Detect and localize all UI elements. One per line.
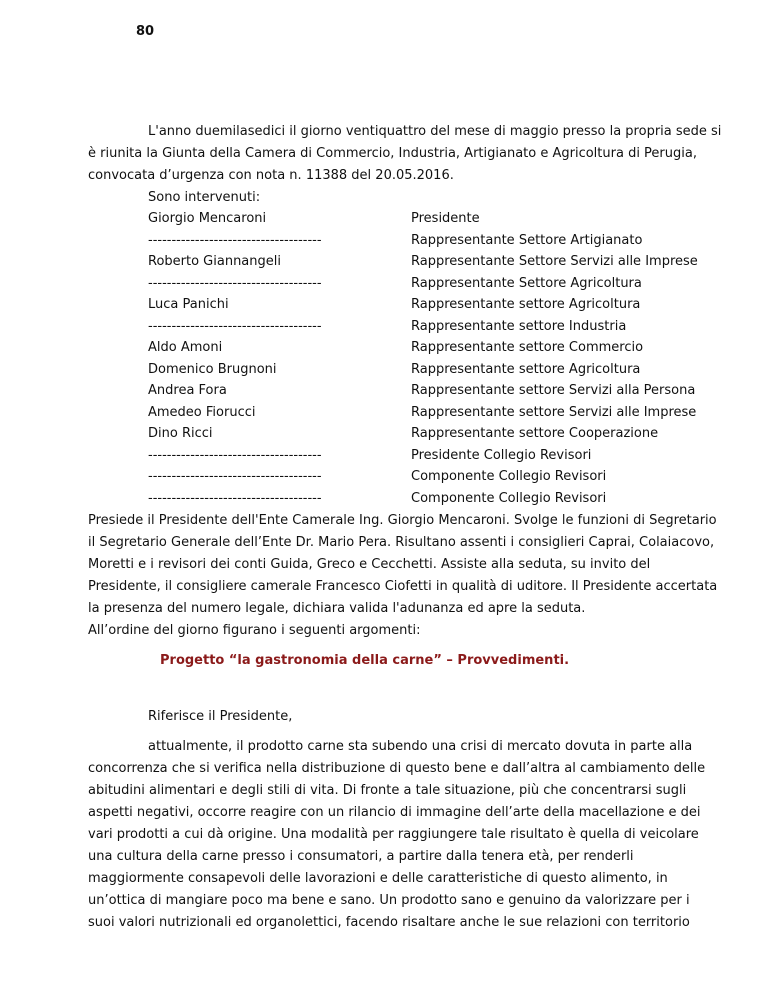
member-role: Rappresentante settore Agricoltura <box>411 297 641 312</box>
body-line: suoi valori nutrizionali ed organolettici, facendo risaltare anche le sue relazioni con territorio <box>88 915 690 930</box>
intro-paragraph <box>88 121 724 209</box>
page-number: 80 <box>136 24 155 39</box>
member-name: Domenico Brugnoni <box>148 361 277 377</box>
presides-line: Moretti e i revisori dei conti Guida, Greco e Cecchetti. Assiste alla seduta, su invito del <box>88 557 651 572</box>
member-name: ------------------------------------- <box>148 232 322 248</box>
intro-line: L'anno duemilasedici il giorno ventiquattro del mese di maggio presso la propria sede si <box>148 124 722 139</box>
member-role: Presidente <box>411 211 480 226</box>
member-role: Rappresentante Settore Servizi alle Imprese <box>411 254 698 269</box>
member-name: ------------------------------------- <box>148 490 322 506</box>
member-role: Presidente Collegio Revisori <box>411 447 592 463</box>
member-name: ------------------------------------- <box>148 469 322 484</box>
member-name: ------------------------------------- <box>148 447 322 463</box>
present-label: Sono intervenuti: <box>148 190 261 205</box>
member-name: Andrea Fora <box>148 383 227 398</box>
presides-line: Presidente, il consigliere camerale Francesco Ciofetti in qualità di uditore. Il Presidente accertata <box>88 579 718 594</box>
presides-line: la presenza del numero legale, dichiara valida l'adunanza ed apre la seduta. <box>88 601 586 616</box>
body-line: abitudini alimentari e degli stili di vita. Di fronte a tale situazione, più che concentrarsi sugli <box>88 783 687 798</box>
member-name: Aldo Amoni <box>148 340 223 355</box>
member-name: ------------------------------------- <box>148 318 322 334</box>
member-name: ------------------------------------- <box>148 275 322 291</box>
member-role: Rappresentante settore Agricoltura <box>411 361 641 377</box>
speaker-line: Riferisce il Presidente, <box>148 709 293 724</box>
member-role: Rappresentante settore Cooperazione <box>411 426 659 441</box>
member-role: Rappresentante Settore Artigianato <box>411 232 643 248</box>
agenda-item-title: Progetto “la gastronomia della carne” – Provvedimenti. <box>160 653 570 668</box>
member-role: Rappresentante settore Servizi alla Persona <box>411 383 696 398</box>
intro-line: è riunita la Giunta della Camera di Commercio, Industria, Artigianato e Agricoltura di Perugia, <box>88 146 697 161</box>
member-name: Roberto Giannangeli <box>148 254 281 269</box>
body-line: maggiormente consapevoli delle lavorazioni e delle caratteristiche di questo alimento, in <box>88 871 668 886</box>
speaker-line-block <box>88 706 724 728</box>
member-name: Giorgio Mencaroni <box>148 211 267 226</box>
member-role: Componente Collegio Revisori <box>411 490 607 506</box>
member-role: Rappresentante settore Servizi alle Imprese <box>411 404 697 420</box>
body-line: vari prodotti a cui dà origine. Una modalità per raggiungere tale risultato è quella di veicolare <box>88 827 699 842</box>
member-role: Componente Collegio Revisori <box>411 469 607 484</box>
body-paragraph <box>88 736 724 934</box>
presides-paragraph <box>88 510 724 642</box>
member-role: Rappresentante Settore Agricoltura <box>411 275 642 291</box>
member-role: Rappresentante settore Industria <box>411 318 627 334</box>
intro-line: convocata d’urgenza con nota n. 11388 del 20.05.2016. <box>88 168 454 183</box>
member-name: Amedeo Fiorucci <box>148 404 256 420</box>
presides-line: il Segretario Generale dell’Ente Dr. Mario Pera. Risultano assenti i consiglieri Caprai, Colaiacovo, <box>88 535 715 550</box>
agenda-intro: All’ordine del giorno figurano i seguenti argomenti: <box>88 623 421 638</box>
member-name: Luca Panichi <box>148 297 229 312</box>
member-name: Dino Ricci <box>148 426 213 441</box>
presides-line: Presiede il Presidente dell'Ente Camerale Ing. Giorgio Mencaroni. Svolge le funzioni di Segretario <box>88 513 717 528</box>
body-line: attualmente, il prodotto carne sta subendo una crisi di mercato dovuta in parte alla <box>148 739 693 754</box>
body-line: concorrenza che si verifica nella distribuzione di questo bene e dall’altra al cambiamento delle <box>88 761 706 776</box>
body-line: un’ottica di mangiare poco ma bene e sano. Un prodotto sano e genuino da valorizzare per i <box>88 893 690 908</box>
body-line: aspetti negativi, occorre reagire con un rilancio di immagine dell’arte della macellazione e dei <box>88 805 701 820</box>
body-line: una cultura della carne presso i consumatori, a partire dalla tenera età, per renderli <box>88 849 634 864</box>
member-role: Rappresentante settore Commercio <box>411 340 644 355</box>
